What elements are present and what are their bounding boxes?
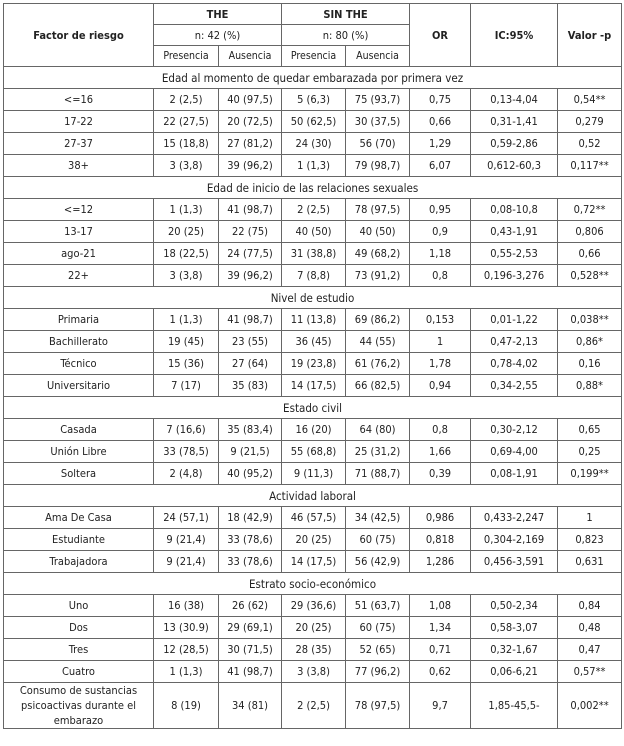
section-title: Nivel de estudio <box>4 287 622 309</box>
value-cell: 19 (45) <box>154 331 219 353</box>
factor-cell: Cuatro <box>4 661 154 683</box>
value-cell: 5 (6,3) <box>282 89 346 111</box>
value-cell: 0,631 <box>558 551 622 573</box>
value-cell: 33 (78,6) <box>219 551 282 573</box>
header-the: THE <box>154 4 282 25</box>
header-or: OR <box>410 4 471 67</box>
value-cell: 0,55-2,53 <box>471 243 558 265</box>
value-cell: 30 (37,5) <box>346 111 410 133</box>
value-cell: 9,7 <box>410 683 471 729</box>
value-cell: 56 (70) <box>346 133 410 155</box>
value-cell: 40 (97,5) <box>219 89 282 111</box>
value-cell: 71 (88,7) <box>346 463 410 485</box>
value-cell: 0,986 <box>410 507 471 529</box>
value-cell: 0,806 <box>558 221 622 243</box>
value-cell: 0,304-2,169 <box>471 529 558 551</box>
value-cell: 0,65 <box>558 419 622 441</box>
value-cell: 0,038** <box>558 309 622 331</box>
value-cell: 1 (1,3) <box>154 199 219 221</box>
value-cell: 0,59-2,86 <box>471 133 558 155</box>
value-cell: 14 (17,5) <box>282 551 346 573</box>
value-cell: 0,818 <box>410 529 471 551</box>
value-cell: 26 (62) <box>219 595 282 617</box>
value-cell: 0,86* <box>558 331 622 353</box>
table-row <box>4 617 622 639</box>
value-cell: 0,9 <box>410 221 471 243</box>
value-cell: 0,57** <box>558 661 622 683</box>
value-cell: 22 (75) <box>219 221 282 243</box>
table-row <box>4 155 622 177</box>
value-cell: 25 (31,2) <box>346 441 410 463</box>
value-cell: 23 (55) <box>219 331 282 353</box>
value-cell: 3 (3,8) <box>154 155 219 177</box>
value-cell: 0,528** <box>558 265 622 287</box>
value-cell: 52 (65) <box>346 639 410 661</box>
value-cell: 79 (98,7) <box>346 155 410 177</box>
value-cell: 1 <box>410 331 471 353</box>
value-cell: 41 (98,7) <box>219 309 282 331</box>
value-cell: 1,34 <box>410 617 471 639</box>
value-cell: 3 (3,8) <box>282 661 346 683</box>
table-row <box>4 89 622 111</box>
value-cell: 1 <box>558 507 622 529</box>
value-cell: 24 (30) <box>282 133 346 155</box>
value-cell: 1,286 <box>410 551 471 573</box>
value-cell: 9 (11,3) <box>282 463 346 485</box>
value-cell: 2 (4,8) <box>154 463 219 485</box>
value-cell: 61 (76,2) <box>346 353 410 375</box>
table-body <box>4 67 622 729</box>
section-row <box>4 573 622 595</box>
section-title: Edad al momento de quedar embarazada por primera vez <box>4 67 622 89</box>
value-cell: 1,66 <box>410 441 471 463</box>
header-ausencia: Ausencia <box>346 46 410 67</box>
value-cell: 50 (62,5) <box>282 111 346 133</box>
value-cell: 8 (19) <box>154 683 219 729</box>
value-cell: 0,612-60,3 <box>471 155 558 177</box>
factor-cell: 13-17 <box>4 221 154 243</box>
value-cell: 24 (77,5) <box>219 243 282 265</box>
value-cell: 0,78-4,02 <box>471 353 558 375</box>
value-cell: 27 (81,2) <box>219 133 282 155</box>
value-cell: 39 (96,2) <box>219 155 282 177</box>
value-cell: 0,08-1,91 <box>471 463 558 485</box>
value-cell: 0,31-1,41 <box>471 111 558 133</box>
factor-cell: ago-21 <box>4 243 154 265</box>
value-cell: 0,66 <box>558 243 622 265</box>
table-row <box>4 243 622 265</box>
value-cell: 73 (91,2) <box>346 265 410 287</box>
value-cell: 77 (96,2) <box>346 661 410 683</box>
value-cell: 0,39 <box>410 463 471 485</box>
table-row <box>4 529 622 551</box>
value-cell: 35 (83) <box>219 375 282 397</box>
value-cell: 1 (1,3) <box>154 309 219 331</box>
factor-cell: Estudiante <box>4 529 154 551</box>
value-cell: 0,279 <box>558 111 622 133</box>
factor-cell: 27-37 <box>4 133 154 155</box>
value-cell: 0,69-4,00 <box>471 441 558 463</box>
value-cell: 13 (30.9) <box>154 617 219 639</box>
value-cell: 11 (13,8) <box>282 309 346 331</box>
table-row <box>4 199 622 221</box>
value-cell: 20 (25) <box>154 221 219 243</box>
value-cell: 1 (1,3) <box>282 155 346 177</box>
value-cell: 28 (35) <box>282 639 346 661</box>
table-row <box>4 507 622 529</box>
section-title: Edad de inicio de las relaciones sexuales <box>4 177 622 199</box>
value-cell: 0,47 <box>558 639 622 661</box>
value-cell: 2 (2,5) <box>282 199 346 221</box>
value-cell: 1,78 <box>410 353 471 375</box>
value-cell: 19 (23,8) <box>282 353 346 375</box>
table-row <box>4 375 622 397</box>
value-cell: 0,48 <box>558 617 622 639</box>
table-row <box>4 441 622 463</box>
factor-cell: Técnico <box>4 353 154 375</box>
header-p: Valor -p <box>558 4 622 67</box>
factor-cell: Universitario <box>4 375 154 397</box>
value-cell: 0,66 <box>410 111 471 133</box>
value-cell: 18 (22,5) <box>154 243 219 265</box>
section-row <box>4 485 622 507</box>
value-cell: 0,84 <box>558 595 622 617</box>
value-cell: 34 (81) <box>219 683 282 729</box>
value-cell: 0,823 <box>558 529 622 551</box>
value-cell: 22 (27,5) <box>154 111 219 133</box>
header-ausencia: Ausencia <box>219 46 282 67</box>
section-row <box>4 397 622 419</box>
value-cell: 0,30-2,12 <box>471 419 558 441</box>
value-cell: 0,32-1,67 <box>471 639 558 661</box>
value-cell: 55 (68,8) <box>282 441 346 463</box>
value-cell: 0,01-1,22 <box>471 309 558 331</box>
table-row <box>4 133 622 155</box>
value-cell: 35 (83,4) <box>219 419 282 441</box>
value-cell: 24 (57,1) <box>154 507 219 529</box>
value-cell: 3 (3,8) <box>154 265 219 287</box>
value-cell: 41 (98,7) <box>219 661 282 683</box>
factor-cell: Soltera <box>4 463 154 485</box>
value-cell: 20 (72,5) <box>219 111 282 133</box>
value-cell: 0,71 <box>410 639 471 661</box>
value-cell: 29 (36,6) <box>282 595 346 617</box>
value-cell: 14 (17,5) <box>282 375 346 397</box>
value-cell: 0,25 <box>558 441 622 463</box>
value-cell: 31 (38,8) <box>282 243 346 265</box>
value-cell: 34 (42,5) <box>346 507 410 529</box>
factor-cell: Trabajadora <box>4 551 154 573</box>
value-cell: 0,8 <box>410 419 471 441</box>
value-cell: 0,199** <box>558 463 622 485</box>
value-cell: 0,433-2,247 <box>471 507 558 529</box>
value-cell: 0,47-2,13 <box>471 331 558 353</box>
value-cell: 0,62 <box>410 661 471 683</box>
factor-cell: 22+ <box>4 265 154 287</box>
header-sin-n: n: 80 (%) <box>282 25 410 46</box>
value-cell: 7 (16,6) <box>154 419 219 441</box>
value-cell: 40 (50) <box>282 221 346 243</box>
value-cell: 9 (21,5) <box>219 441 282 463</box>
factor-cell: Tres <box>4 639 154 661</box>
value-cell: 60 (75) <box>346 617 410 639</box>
section-row <box>4 177 622 199</box>
value-cell: 16 (38) <box>154 595 219 617</box>
value-cell: 0,002** <box>558 683 622 729</box>
table-row <box>4 661 622 683</box>
value-cell: 0,43-1,91 <box>471 221 558 243</box>
value-cell: 20 (25) <box>282 529 346 551</box>
factor-cell: Casada <box>4 419 154 441</box>
value-cell: 0,58-3,07 <box>471 617 558 639</box>
table-row <box>4 309 622 331</box>
value-cell: 56 (42,9) <box>346 551 410 573</box>
value-cell: 64 (80) <box>346 419 410 441</box>
value-cell: 1,85-45,5- <box>471 683 558 729</box>
value-cell: 33 (78,6) <box>219 529 282 551</box>
factor-cell: 38+ <box>4 155 154 177</box>
value-cell: 0,456-3,591 <box>471 551 558 573</box>
header-sin-the: SIN THE <box>282 4 410 25</box>
risk-factor-table <box>3 3 622 729</box>
value-cell: 2 (2,5) <box>154 89 219 111</box>
value-cell: 29 (69,1) <box>219 617 282 639</box>
value-cell: 0,8 <box>410 265 471 287</box>
factor-cell: Consumo de sustancias psicoactivas durante el embarazo <box>4 683 154 729</box>
value-cell: 7 (8,8) <box>282 265 346 287</box>
value-cell: 0,72** <box>558 199 622 221</box>
value-cell: 0,34-2,55 <box>471 375 558 397</box>
section-row <box>4 287 622 309</box>
table-row <box>4 419 622 441</box>
value-cell: 20 (25) <box>282 617 346 639</box>
value-cell: 2 (2,5) <box>282 683 346 729</box>
value-cell: 0,50-2,34 <box>471 595 558 617</box>
value-cell: 75 (93,7) <box>346 89 410 111</box>
table-row <box>4 639 622 661</box>
value-cell: 30 (71,5) <box>219 639 282 661</box>
section-row <box>4 67 622 89</box>
value-cell: 0,16 <box>558 353 622 375</box>
factor-cell: Dos <box>4 617 154 639</box>
value-cell: 36 (45) <box>282 331 346 353</box>
value-cell: 0,117** <box>558 155 622 177</box>
value-cell: 0,75 <box>410 89 471 111</box>
factor-cell: Ama De Casa <box>4 507 154 529</box>
value-cell: 60 (75) <box>346 529 410 551</box>
value-cell: 69 (86,2) <box>346 309 410 331</box>
value-cell: 18 (42,9) <box>219 507 282 529</box>
factor-cell: Unión Libre <box>4 441 154 463</box>
table-row <box>4 221 622 243</box>
factor-cell: <=12 <box>4 199 154 221</box>
table-row <box>4 463 622 485</box>
factor-cell: Primaria <box>4 309 154 331</box>
value-cell: 46 (57,5) <box>282 507 346 529</box>
factor-cell: 17-22 <box>4 111 154 133</box>
value-cell: 44 (55) <box>346 331 410 353</box>
value-cell: 6,07 <box>410 155 471 177</box>
table-row <box>4 683 622 729</box>
value-cell: 27 (64) <box>219 353 282 375</box>
value-cell: 40 (50) <box>346 221 410 243</box>
value-cell: 16 (20) <box>282 419 346 441</box>
table-row <box>4 353 622 375</box>
header-ic: IC:95% <box>471 4 558 67</box>
value-cell: 49 (68,2) <box>346 243 410 265</box>
value-cell: 15 (36) <box>154 353 219 375</box>
factor-cell: Uno <box>4 595 154 617</box>
header-the-n: n: 42 (%) <box>154 25 282 46</box>
value-cell: 51 (63,7) <box>346 595 410 617</box>
value-cell: 1,08 <box>410 595 471 617</box>
table-row <box>4 595 622 617</box>
value-cell: 7 (17) <box>154 375 219 397</box>
section-title: Estado civil <box>4 397 622 419</box>
value-cell: 0,88* <box>558 375 622 397</box>
value-cell: 39 (96,2) <box>219 265 282 287</box>
factor-cell: <=16 <box>4 89 154 111</box>
value-cell: 33 (78,5) <box>154 441 219 463</box>
value-cell: 9 (21,4) <box>154 551 219 573</box>
header-presencia: Presencia <box>154 46 219 67</box>
value-cell: 0,13-4,04 <box>471 89 558 111</box>
value-cell: 1 (1,3) <box>154 661 219 683</box>
value-cell: 78 (97,5) <box>346 199 410 221</box>
table-row <box>4 551 622 573</box>
value-cell: 1,29 <box>410 133 471 155</box>
value-cell: 78 (97,5) <box>346 683 410 729</box>
value-cell: 15 (18,8) <box>154 133 219 155</box>
value-cell: 0,94 <box>410 375 471 397</box>
table-row <box>4 265 622 287</box>
value-cell: 0,54** <box>558 89 622 111</box>
value-cell: 66 (82,5) <box>346 375 410 397</box>
factor-cell: Bachillerato <box>4 331 154 353</box>
table-row <box>4 111 622 133</box>
section-title: Estrato socio-económico <box>4 573 622 595</box>
value-cell: 0,52 <box>558 133 622 155</box>
value-cell: 0,196-3,276 <box>471 265 558 287</box>
value-cell: 0,153 <box>410 309 471 331</box>
value-cell: 0,08-10,8 <box>471 199 558 221</box>
value-cell: 0,06-6,21 <box>471 661 558 683</box>
value-cell: 0,95 <box>410 199 471 221</box>
value-cell: 40 (95,2) <box>219 463 282 485</box>
header-presencia: Presencia <box>282 46 346 67</box>
value-cell: 12 (28,5) <box>154 639 219 661</box>
section-title: Actividad laboral <box>4 485 622 507</box>
value-cell: 9 (21,4) <box>154 529 219 551</box>
table-row <box>4 331 622 353</box>
value-cell: 41 (98,7) <box>219 199 282 221</box>
value-cell: 1,18 <box>410 243 471 265</box>
header-factor: Factor de riesgo <box>4 4 154 67</box>
